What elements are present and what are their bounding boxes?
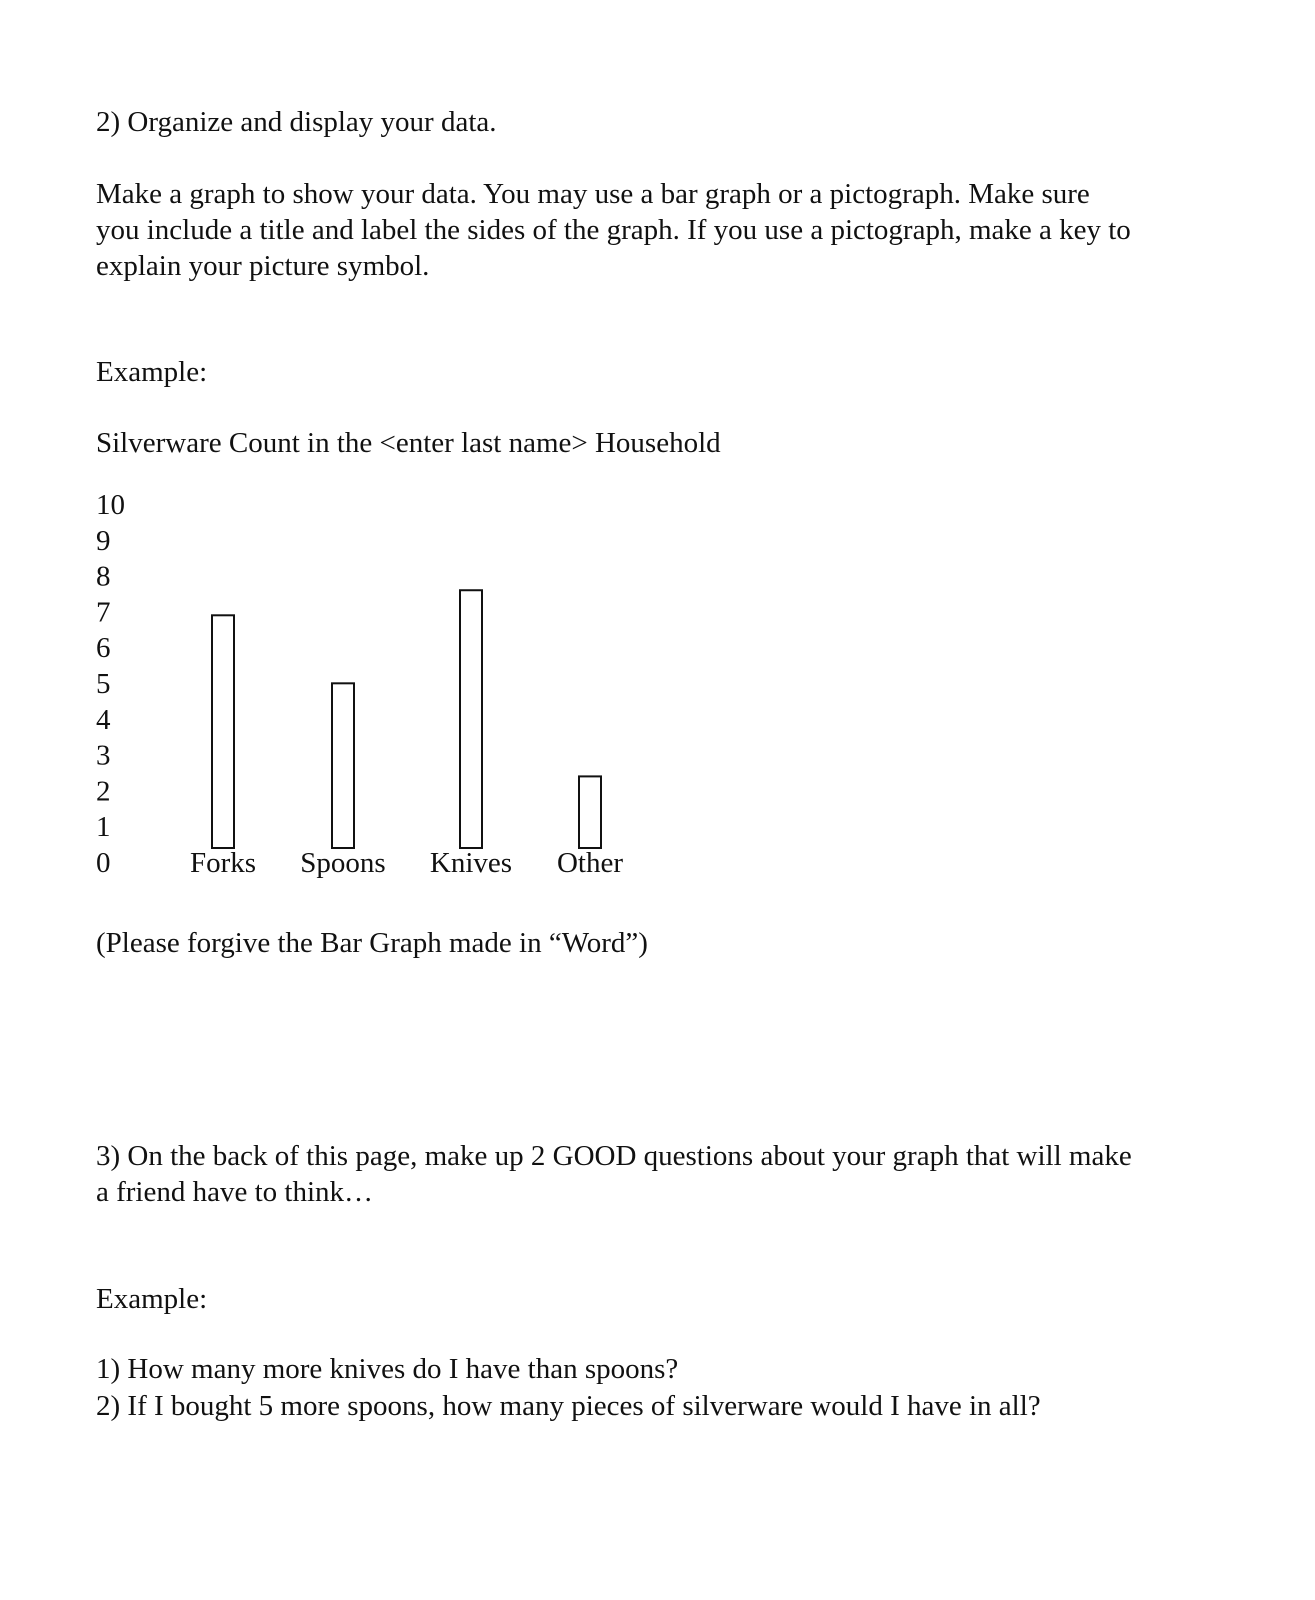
graph-note: (Please forgive the Bar Graph made in “Word”) — [96, 927, 648, 959]
y-tick-label: 10 — [96, 490, 125, 521]
instructions-paragraph — [96, 176, 1131, 284]
instructions-line: explain your picture symbol. — [96, 250, 430, 282]
instructions-line: Make a graph to show your data. You may use a bar graph or a pictograph. Make sure — [96, 178, 1090, 210]
section-3-heading — [96, 1138, 1132, 1210]
bar-chart — [80, 490, 680, 910]
example-question: 1) How many more knives do I have than spoons? — [96, 1353, 679, 1385]
bar-other — [579, 776, 601, 848]
x-category-label: Forks — [189, 847, 257, 879]
y-tick-label: 7 — [96, 596, 111, 629]
y-tick-label: 2 — [96, 775, 111, 808]
example-label: Example: — [96, 356, 208, 388]
bar-spoons — [332, 683, 354, 848]
x-category-label: Knives — [429, 847, 513, 879]
bar-knives — [460, 590, 482, 848]
y-tick-label: 1 — [96, 811, 111, 844]
y-tick-label: 4 — [96, 703, 111, 736]
example-label: Example: — [96, 1283, 208, 1315]
section-3-heading-line: a friend have to think… — [96, 1176, 374, 1208]
y-tick-label: 3 — [96, 739, 111, 772]
example-question: 2) If I bought 5 more spoons, how many pieces of silverware would I have in all? — [96, 1390, 1041, 1422]
section-2-heading: 2) Organize and display your data. — [96, 106, 497, 138]
section-3-heading-line: 3) On the back of this page, make up 2 GOOD questions about your graph that will make — [96, 1140, 1132, 1172]
x-category-label: Other — [556, 847, 624, 879]
bar-forks — [212, 615, 234, 848]
y-tick-label: 5 — [96, 668, 111, 700]
y-tick-label: 8 — [96, 560, 111, 593]
y-tick-label: 0 — [96, 847, 111, 879]
instructions-line: you include a title and label the sides of the graph. If you use a pictograph, make a key to — [96, 214, 1131, 246]
y-tick-label: 6 — [96, 632, 111, 665]
y-tick-label: 9 — [96, 524, 111, 557]
chart-title: Silverware Count in the <enter last name> Household — [96, 427, 721, 459]
x-category-label: Spoons — [300, 847, 386, 879]
